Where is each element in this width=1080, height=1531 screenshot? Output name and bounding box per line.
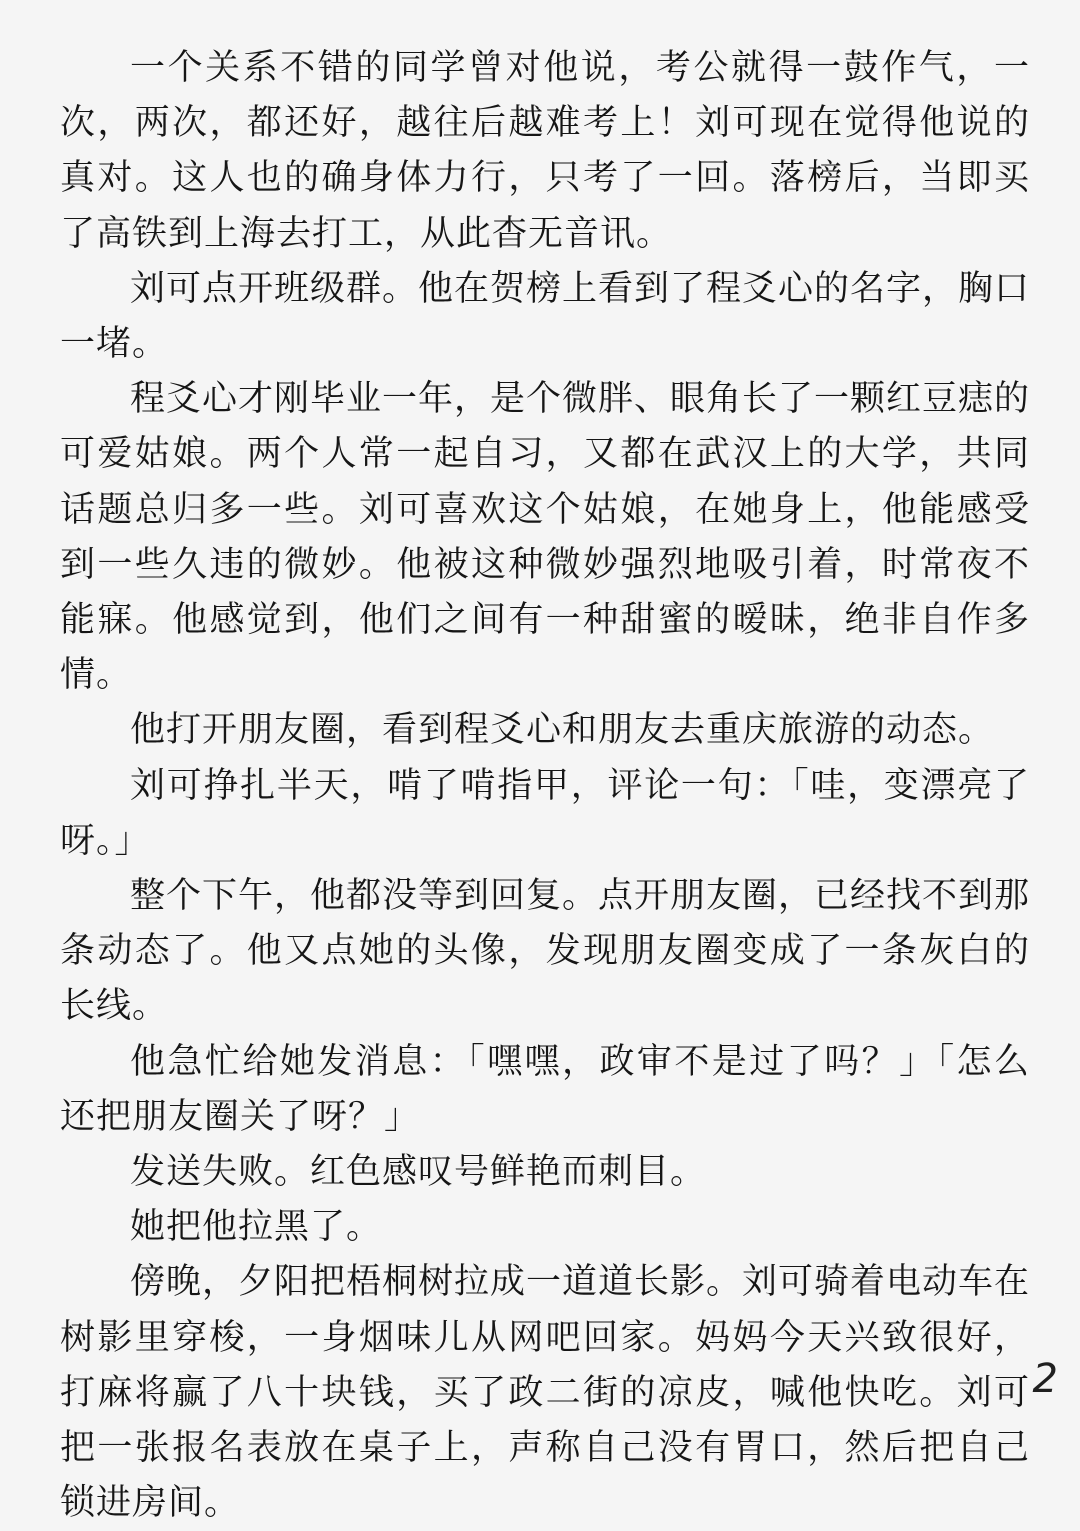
- paragraph: 一个关系不错的同学曾对他说，考公就得一鼓作气，一次，两次，都还好，越往后越难考上！刘可现在觉得他说的真对。这人也的确身体力行，只考了一回。落榜后，当即买了高铁到上海去打工，从此杳无音讯。: [60, 48, 1030, 254]
- paragraph: 刘可点开班级群。他在贺榜上看到了程爻心的名字，胸口一堵。: [60, 268, 1031, 365]
- page-number: 2: [1032, 1356, 1058, 1402]
- paragraph: 他打开朋友圈，看到程爻心和朋友去重庆旅游的动态。: [130, 710, 995, 751]
- paragraph: 刘可挣扎半天，啃了啃指甲，评论一句：「哇，变漂亮了呀。」: [60, 765, 1030, 861]
- paragraph: 发送失败。红色感叹号鲜艳而刺目。: [130, 1152, 707, 1193]
- paragraph: 她把他拉黑了。: [130, 1207, 383, 1248]
- paragraph: 整个下午，他都没等到回复。点开朋友圈，已经找不到那条动态了。他又点她的头像，发现朋友圈变成了一条灰白的长线。: [60, 876, 1031, 1027]
- text-body: [60, 41, 1030, 1531]
- paragraph: 程爻心才刚毕业一年，是个微胖、眼角长了一颗红豆痣的可爱姑娘。两个人常一起自习，又都在武汉上的大学，共同话题总归多一些。刘可喜欢这个姑娘，在她身上，他能感受到一些久违的微妙。他被这种微妙强烈地吸引着，时常夜不能寐。他感觉到，他们之间有一种甜蜜的暧昧，绝非自作多情。: [60, 379, 1031, 696]
- paragraph: 傍晚，夕阳把梧桐树拉成一道道长影。刘可骑着电动车在树影里穿梭，一身烟味儿从网吧回家。妈妈今天兴致很好，打麻将赢了八十块钱，买了政二街的凉皮，喊他快吃。刘可把一张报名表放在桌子上，声称自己没有胃口，然后把自己锁进房间。: [60, 1262, 1031, 1524]
- paragraph: 他急忙给她发消息：「嘿嘿，政审不是过了吗？」「怎么还把朋友圈关了呀？」: [60, 1041, 1030, 1137]
